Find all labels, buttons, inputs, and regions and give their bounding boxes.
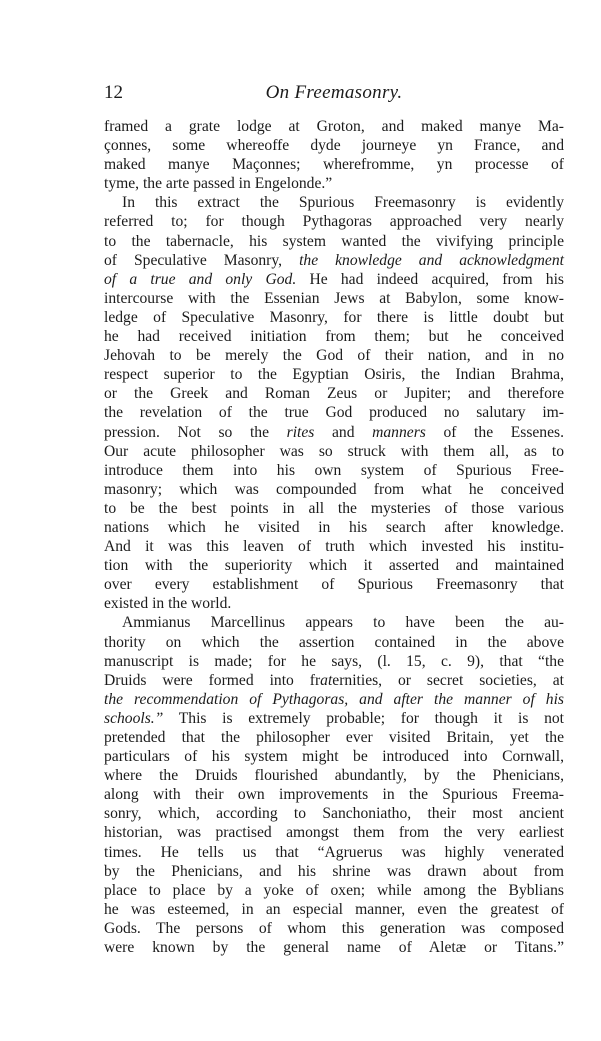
italic-phrase: schools.” [104, 709, 164, 727]
text-line: particulars of his system might be introduced into Cornwall, [104, 748, 564, 766]
text-line: And it was this leaven of truth which invested his institu- [104, 538, 564, 556]
text-line: Druids were formed into fraternities, or secret societies, at [104, 671, 564, 689]
text-line: ledge of Speculative Masonry, for there is little doubt but [104, 308, 564, 326]
text-line: where the Druids flourished abundantly, by the Phenicians, [104, 767, 564, 785]
text-line: respect superior to the Egyptian Osiris, the Indian Brahma, [104, 366, 564, 384]
text-line: masonry; which was compounded from what he conceived [104, 480, 564, 498]
text-line: tion with the superiority which it asserted and maintained [104, 557, 564, 575]
italic-phrase: the recommendation of Pythagoras, and after the manner of his [104, 690, 564, 708]
text-line: he was esteemed, in an especial manner, even the greatest of [104, 900, 564, 918]
text-line: or the Greek and Roman Zeus or Jupiter; and therefore [104, 385, 564, 403]
text-line: historian, was practised amongst them from the very earliest [104, 824, 564, 842]
text-line: Jehovah to be merely the God of their nation, and in no [104, 347, 564, 365]
text-line: to be the best points in all the mysteries of those various [104, 499, 564, 517]
text-line: manuscript is made; for he says, (l. 15, c. 9), that “the [104, 652, 564, 670]
text-line: çonnes, some whereoffe dyde journeye yn France, and [104, 137, 564, 155]
text-line: along with their own improvements in the Spurious Freema- [104, 786, 564, 804]
text-line: of Speculative Masonry, the knowledge and acknowledgment [104, 251, 564, 269]
text-line: he had received initiation from them; but he conceived [104, 328, 564, 346]
text-line: of a true and only God. He had indeed acquired, from his [104, 270, 565, 288]
italic-phrase: the knowledge and acknowledgment [299, 251, 564, 269]
text-line: place to place by a yoke of oxen; while among the Byblians [104, 881, 564, 899]
italic-phrase: at [320, 671, 333, 689]
text-line: the revelation of the true God produced no salutary im- [104, 404, 564, 422]
text-line: existed in the world. [104, 595, 232, 613]
text-line: nations which he visited in his search after knowledge. [104, 518, 564, 536]
text-line: tyme, the arte passed in Engelonde.” [104, 175, 333, 193]
text-line: referred to; for though Pythagoras approached very nearly [104, 213, 564, 231]
text-line: maked manye Maçonnes; wherefromme, yn processe of [104, 156, 564, 174]
text-line: schools.” This is extremely probable; for though it is not [104, 709, 564, 727]
italic-phrase: of a true and only God. [104, 270, 297, 288]
text-line: over every establishment of Spurious Freemasonry that [104, 576, 564, 594]
text-line: pretended that the philosopher ever visited Britain, yet the [104, 729, 564, 746]
italic-phrase: rites [286, 423, 315, 441]
text-line: framed a grate lodge at Groton, and maked manye Ma- [104, 118, 564, 135]
text-line: intercourse with the Essenian Jews at Babylon, some know- [104, 289, 564, 307]
text-line [104, 690, 564, 709]
text-line: pression. Not so the rites and manners of the Essenes. [104, 423, 564, 441]
text-line: to the tabernacle, his system wanted the vivifying principle [104, 232, 564, 250]
text-line: In this extract the Spurious Freemasonry is evidently [122, 194, 564, 212]
text-line: sonry, which, according to Sanchoniatho, their most ancient [104, 805, 564, 823]
text-line: Ammianus Marcellinus appears to have been the au- [122, 614, 564, 632]
text-line: by the Phenicians, and his shrine was drawn about from [104, 862, 564, 880]
page-header [104, 82, 564, 108]
page-number: 12 [104, 82, 123, 103]
text-line: Gods. The persons of whom this generation was composed [104, 919, 564, 937]
italic-phrase: manners [372, 423, 426, 441]
running-title: On Freemasonry. [265, 82, 403, 103]
text-line: thority on which the assertion contained in the above [104, 633, 564, 651]
text-line: Our acute philosopher was so struck with them all, as to [104, 442, 564, 460]
body-text [104, 117, 564, 957]
text-line: introduce them into his own system of Spurious Free- [104, 461, 564, 479]
text-line: were known by the general name of Aletæ or Titans.” [104, 939, 564, 957]
text-line: times. He tells us that “Agruerus was highly venerated [104, 843, 564, 861]
